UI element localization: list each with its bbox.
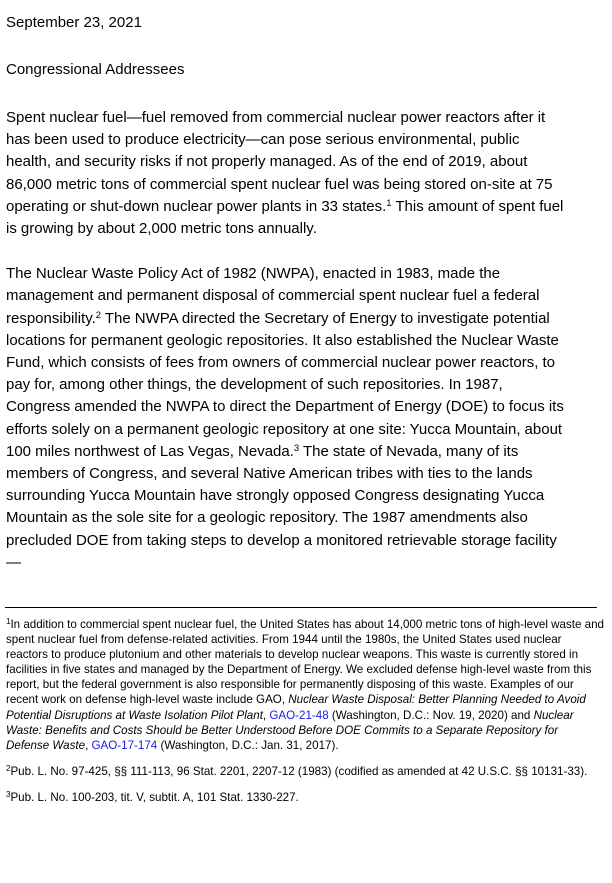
footnote-separator-rule: [5, 607, 597, 608]
paragraph-nuclear-waste-policy-act: [6, 263, 566, 574]
letter-date: September 23, 2021: [6, 14, 142, 31]
footnotes-section: [6, 617, 604, 805]
gao-report-link-21-48[interactable]: GAO-21-48: [269, 708, 329, 722]
paragraph-1-text-b: This amount of spent fuel is growing by about 2,000 metric tons annually.: [6, 197, 564, 238]
letter-addressee: Congressional Addressees: [6, 61, 185, 78]
footnote-3-text: Pub. L. No. 100-203, tit. V, subtit. A, 101 Stat. 1330-227.: [10, 790, 299, 804]
footnote-ref-1[interactable]: 1: [386, 197, 392, 209]
footnote-ref-2[interactable]: 2: [95, 309, 102, 321]
paragraph-spent-nuclear-fuel: [6, 107, 566, 240]
footnote-1-comma-1: ,: [262, 708, 270, 722]
footnote-1-comma-2: ,: [85, 738, 92, 752]
paragraph-2-text-b: The NWPA directed the Secretary of Energy to investigate potential locations for permanent geologic repositories. It also established the Nuclear Waste Fund, which consists of fees from owners of commercial nuclear power reactors, to pay for, among other things, the development of such repositories. In 1987, Congress amended the NWPA to direct the Department of Energy (DOE) to focus its efforts solely on a permanent geologic repository at one site: Yucca Mountain, about 100 miles northwest of Las Vegas, Nevada.: [6, 309, 564, 460]
footnote-2-marker: 2: [6, 763, 11, 773]
footnote-ref-3[interactable]: 3: [293, 442, 300, 454]
letter-body: [6, 12, 566, 574]
paragraph-2-text-a: The Nuclear Waste Policy Act of 1982 (NWPA), enacted in 1983, made the management and permanent disposal of commercial spent nuclear fuel a federal responsibility.: [6, 265, 540, 327]
footnote-1: [6, 617, 604, 753]
footnote-1-text-b: (Washington, D.C.: Nov. 19, 2020) and: [328, 708, 534, 722]
footnote-1-marker: 1: [6, 617, 11, 626]
footnote-1-text-c: (Washington, D.C.: Jan. 31, 2017).: [157, 738, 339, 752]
footnote-1-report-title-1: Nuclear Waste Disposal: Better Planning Needed to Avoid Potential Disruptions at Waste Isolation Pilot Plant: [6, 693, 586, 722]
footnote-3-marker: 3: [6, 789, 11, 799]
paragraph-1-text-a: Spent nuclear fuel—fuel removed from commercial nuclear power reactors after it has been used to produce electricity—can pose serious environmental, public health, and security risks if not properly managed. As of the end of 2019, about 86,000 metric tons of commercial spent nuclear fuel was being stored on-site at 75 operating or shut-down nuclear power plants in 33 states.: [6, 109, 553, 215]
gao-report-link-17-174[interactable]: GAO-17-174: [91, 738, 158, 752]
footnote-2: [6, 764, 604, 779]
footnote-1-report-title-2: Nuclear Waste: Benefits and Costs Should be Better Understood Before DOE Commits to a Separate Repository for Defense Waste: [6, 708, 574, 752]
footnote-2-text: Pub. L. No. 97-425, §§ 111-113, 96 Stat. 2201, 2207-12 (1983) (codified as amended at 42 U.S.C. §§ 10131-33).: [10, 764, 588, 778]
paragraph-2-text-c: The state of Nevada, many of its members of Congress, and several Native American tribes with ties to the lands surrounding Yucca Mountain have strongly opposed Congress designating Yucca Mountain as the sole site for a geologic repository. The 1987 amendments also precluded DOE from taking steps to develop a monitored retrievable storage facility—: [6, 442, 557, 571]
footnote-3: [6, 790, 604, 805]
footnote-1-text-a: In addition to commercial spent nuclear fuel, the United States has about 14,000 metric tons of high-level waste and spent nuclear fuel from defense-related activities. From 1944 until the 1980s, the United States used nuclear reactors to produce plutonium and other materials to develop nuclear weapons. This waste is currently stored in facilities in five states and managed by the Department of Energy. We excluded defense high-level waste from this report, but the federal government is also responsible for permanently disposing of this waste. Examples of our recent work on defense high-level waste include GAO,: [6, 618, 605, 707]
